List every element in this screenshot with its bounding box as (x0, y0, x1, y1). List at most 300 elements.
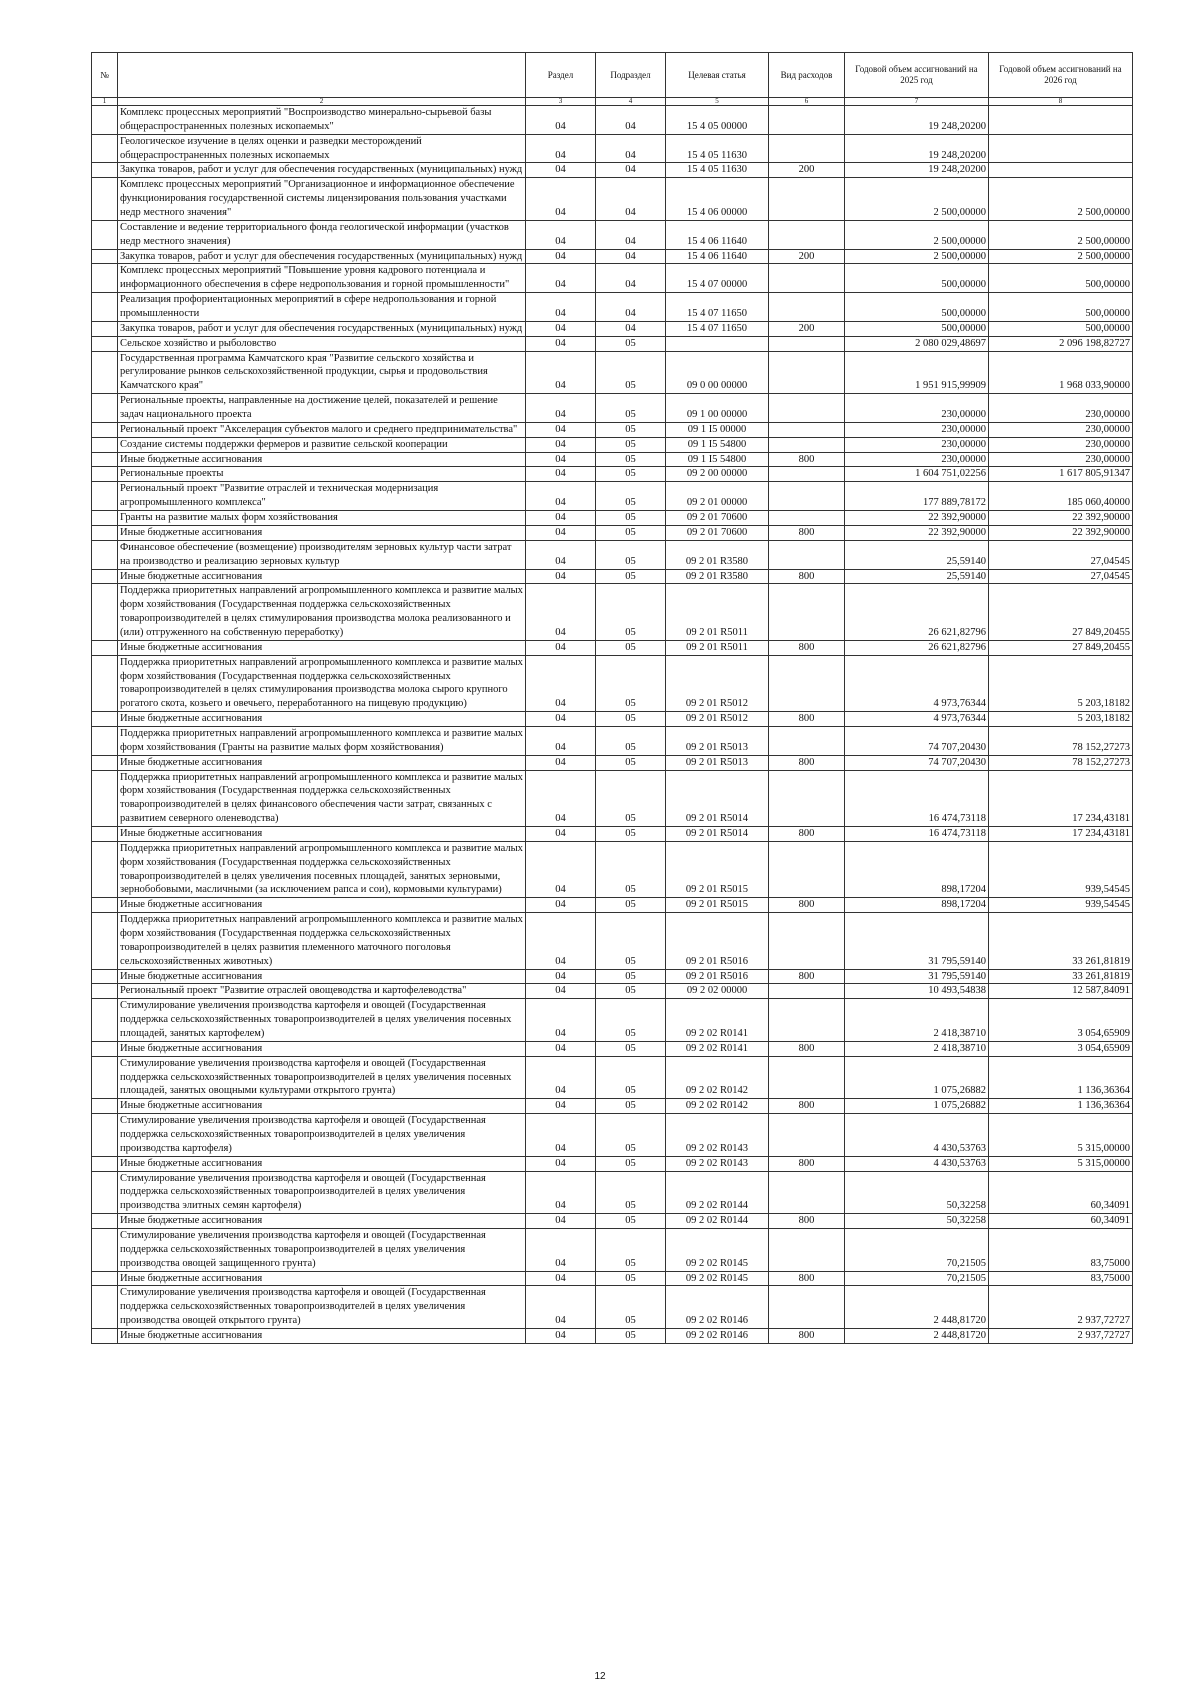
target-article-cell: 09 2 02 R0141 (666, 1041, 769, 1056)
target-article-cell: 15 4 07 00000 (666, 264, 769, 293)
row-number-cell (92, 1114, 118, 1157)
target-article-cell: 09 2 01 R5015 (666, 841, 769, 897)
volume-2026-cell: 27,04545 (989, 569, 1133, 584)
target-article-cell: 09 2 01 70600 (666, 525, 769, 540)
volume-2026-cell: 17 234,43181 (989, 826, 1133, 841)
podrazdel-cell: 05 (596, 1214, 666, 1229)
table-row (92, 394, 1133, 423)
podrazdel-cell: 05 (596, 841, 666, 897)
row-name-cell: Иные бюджетные ассигнования (118, 1271, 526, 1286)
volume-2025-cell: 26 621,82796 (845, 584, 989, 640)
podrazdel-cell: 04 (596, 134, 666, 163)
row-number-cell (92, 1286, 118, 1329)
target-article-cell: 09 1 I5 00000 (666, 422, 769, 437)
row-number-cell (92, 999, 118, 1042)
expense-type-cell (769, 394, 845, 423)
row-number-cell (92, 913, 118, 969)
podrazdel-cell: 04 (596, 321, 666, 336)
razdel-cell: 04 (526, 640, 596, 655)
razdel-cell: 04 (526, 467, 596, 482)
volume-2026-cell: 60,34091 (989, 1214, 1133, 1229)
row-number-cell (92, 1041, 118, 1056)
podrazdel-cell: 04 (596, 106, 666, 135)
volume-2026-cell: 27,04545 (989, 540, 1133, 569)
volume-2025-cell: 2 418,38710 (845, 999, 989, 1042)
row-number-cell (92, 755, 118, 770)
razdel-cell: 04 (526, 482, 596, 511)
expense-type-cell (769, 1114, 845, 1157)
volume-2026-cell: 60,34091 (989, 1171, 1133, 1214)
volume-2025-cell: 1 604 751,02256 (845, 467, 989, 482)
volume-2026-cell: 1 136,36364 (989, 1056, 1133, 1099)
target-article-cell: 09 2 02 R0143 (666, 1114, 769, 1157)
volume-2025-cell: 74 707,20430 (845, 726, 989, 755)
volume-2025-cell: 19 248,20200 (845, 106, 989, 135)
podrazdel-cell: 05 (596, 467, 666, 482)
volume-2026-cell: 230,00000 (989, 422, 1133, 437)
expense-type-cell (769, 770, 845, 826)
volume-2025-cell: 500,00000 (845, 321, 989, 336)
row-number-cell (92, 726, 118, 755)
expense-type-cell (769, 467, 845, 482)
target-article-cell: 09 2 01 R5015 (666, 898, 769, 913)
expense-type-cell (769, 540, 845, 569)
podrazdel-cell: 05 (596, 999, 666, 1042)
razdel-cell: 04 (526, 1229, 596, 1272)
target-article-cell: 09 2 01 70600 (666, 511, 769, 526)
expense-type-cell: 800 (769, 640, 845, 655)
table-row (92, 525, 1133, 540)
volume-2025-cell: 230,00000 (845, 452, 989, 467)
volume-2026-cell: 78 152,27273 (989, 755, 1133, 770)
podrazdel-cell: 05 (596, 394, 666, 423)
expense-type-cell (769, 584, 845, 640)
row-name-cell: Иные бюджетные ассигнования (118, 969, 526, 984)
razdel-cell: 04 (526, 540, 596, 569)
volume-2025-cell: 230,00000 (845, 394, 989, 423)
volume-2025-cell: 500,00000 (845, 293, 989, 322)
row-number-cell (92, 264, 118, 293)
podrazdel-cell: 05 (596, 1041, 666, 1056)
row-name-cell: Финансовое обеспечение (возмещение) производителям зерновых культур части затрат на производство и реализацию зерновых культур (118, 540, 526, 569)
row-name-cell: Поддержка приоритетных направлений агропромышленного комплекса и развитие малых форм хозяйствования (Государственная поддержка сельскохозяйственных товаропроизводителей в целях финансового обеспечения части затрат, связанных с развитием северного оленеводства) (118, 770, 526, 826)
row-name-cell: Иные бюджетные ассигнования (118, 525, 526, 540)
razdel-cell: 04 (526, 220, 596, 249)
razdel-cell: 04 (526, 163, 596, 178)
podrazdel-cell: 05 (596, 898, 666, 913)
expense-type-cell: 800 (769, 1099, 845, 1114)
expense-type-cell: 800 (769, 525, 845, 540)
razdel-cell: 04 (526, 1271, 596, 1286)
row-name-cell: Региональные проекты, направленные на достижение целей, показателей и решение задач национального проекта (118, 394, 526, 423)
expense-type-cell: 800 (769, 1271, 845, 1286)
header-target-article: Целевая статья (666, 53, 769, 98)
expense-type-cell: 200 (769, 163, 845, 178)
row-number-cell (92, 1056, 118, 1099)
expense-type-cell (769, 1286, 845, 1329)
razdel-cell: 04 (526, 1056, 596, 1099)
table-row (92, 1156, 1133, 1171)
target-article-cell: 09 1 I5 54800 (666, 452, 769, 467)
expense-type-cell (769, 178, 845, 221)
podrazdel-cell: 05 (596, 726, 666, 755)
volume-2025-cell: 177 889,78172 (845, 482, 989, 511)
row-name-cell: Геологическое изучение в целях оценки и разведки месторождений общераспространенных полезных ископаемых (118, 134, 526, 163)
table-row (92, 584, 1133, 640)
table-row (92, 249, 1133, 264)
table-row (92, 913, 1133, 969)
row-name-cell: Стимулирование увеличения производства картофеля и овощей (Государственная поддержка сельскохозяйственных товаропроизводителей в целях увеличения производства овощей защищенного грунта) (118, 1229, 526, 1272)
row-name-cell: Комплекс процессных мероприятий "Воспроизводство минерально-сырьевой базы общераспространенных полезных ископаемых" (118, 106, 526, 135)
row-number-cell (92, 898, 118, 913)
row-number-cell (92, 969, 118, 984)
razdel-cell: 04 (526, 999, 596, 1042)
podrazdel-cell: 05 (596, 351, 666, 394)
target-article-cell: 09 2 02 R0143 (666, 1156, 769, 1171)
table-row (92, 755, 1133, 770)
table-row (92, 826, 1133, 841)
budget-allocation-table (91, 52, 1133, 1344)
expense-type-cell (769, 984, 845, 999)
volume-2025-cell: 1 075,26882 (845, 1099, 989, 1114)
table-row (92, 437, 1133, 452)
razdel-cell: 04 (526, 293, 596, 322)
table-row (92, 1114, 1133, 1157)
target-article-cell: 15 4 05 11630 (666, 163, 769, 178)
razdel-cell: 04 (526, 1041, 596, 1056)
target-article-cell: 09 2 02 00000 (666, 984, 769, 999)
target-article-cell: 09 2 01 R5013 (666, 755, 769, 770)
row-number-cell (92, 584, 118, 640)
target-article-cell: 09 2 02 R0146 (666, 1329, 769, 1344)
razdel-cell: 04 (526, 321, 596, 336)
table-row (92, 351, 1133, 394)
volume-2026-cell: 5 203,18182 (989, 655, 1133, 711)
expense-type-cell (769, 655, 845, 711)
volume-2026-cell: 22 392,90000 (989, 525, 1133, 540)
podrazdel-cell: 05 (596, 1271, 666, 1286)
target-article-cell: 09 2 01 00000 (666, 482, 769, 511)
target-article-cell: 15 4 05 00000 (666, 106, 769, 135)
row-name-cell: Стимулирование увеличения производства картофеля и овощей (Государственная поддержка сельскохозяйственных товаропроизводителей в целях увеличения производства овощей открытого грунта) (118, 1286, 526, 1329)
volume-2025-cell: 230,00000 (845, 422, 989, 437)
razdel-cell: 04 (526, 1329, 596, 1344)
row-name-cell: Сельское хозяйство и рыболовство (118, 336, 526, 351)
target-article-cell: 09 2 02 R0145 (666, 1229, 769, 1272)
razdel-cell: 04 (526, 106, 596, 135)
table-row (92, 293, 1133, 322)
expense-type-cell (769, 511, 845, 526)
target-article-cell: 09 2 01 R5012 (666, 712, 769, 727)
row-number-cell (92, 640, 118, 655)
row-number-cell (92, 1214, 118, 1229)
table-row (92, 422, 1133, 437)
razdel-cell: 04 (526, 755, 596, 770)
razdel-cell: 04 (526, 969, 596, 984)
volume-2025-cell: 4 430,53763 (845, 1114, 989, 1157)
volume-2025-cell: 2 448,81720 (845, 1329, 989, 1344)
row-number-cell (92, 482, 118, 511)
table-row (92, 1229, 1133, 1272)
expense-type-cell (769, 999, 845, 1042)
row-name-cell: Иные бюджетные ассигнования (118, 1156, 526, 1171)
podrazdel-cell: 05 (596, 655, 666, 711)
header-name (118, 53, 526, 98)
target-article-cell: 15 4 06 11640 (666, 220, 769, 249)
expense-type-cell (769, 220, 845, 249)
target-article-cell: 09 1 00 00000 (666, 394, 769, 423)
volume-2026-cell: 2 500,00000 (989, 220, 1133, 249)
podrazdel-cell: 05 (596, 569, 666, 584)
row-name-cell: Поддержка приоритетных направлений агропромышленного комплекса и развитие малых форм хозяйствования (Государственная поддержка сельскохозяйственных товаропроизводителей в целях увеличения посевных площадей, занятых зерновыми, зернобобовыми, масличными (за исключением рапса и сои), кормовыми культурами) (118, 841, 526, 897)
volume-2026-cell: 5 315,00000 (989, 1114, 1133, 1157)
expense-type-cell (769, 351, 845, 394)
row-number-cell (92, 1171, 118, 1214)
volume-2025-cell: 25,59140 (845, 540, 989, 569)
table-row (92, 1056, 1133, 1099)
table-row (92, 482, 1133, 511)
volume-2026-cell: 12 587,84091 (989, 984, 1133, 999)
expense-type-cell: 800 (769, 1329, 845, 1344)
razdel-cell: 04 (526, 134, 596, 163)
volume-2025-cell: 2 448,81720 (845, 1286, 989, 1329)
row-name-cell: Стимулирование увеличения производства картофеля и овощей (Государственная поддержка сельскохозяйственных товаропроизводителей в целях увеличения посевных площадей, занятых овощными культурами открытого грунта) (118, 1056, 526, 1099)
expense-type-cell (769, 293, 845, 322)
table-row (92, 1286, 1133, 1329)
row-name-cell: Региональный проект "Развитие отраслей овощеводства и картофелеводства" (118, 984, 526, 999)
expense-type-cell: 200 (769, 249, 845, 264)
razdel-cell: 04 (526, 1099, 596, 1114)
volume-2026-cell (989, 134, 1133, 163)
table-row (92, 264, 1133, 293)
volume-2025-cell: 50,32258 (845, 1171, 989, 1214)
volume-2026-cell: 3 054,65909 (989, 1041, 1133, 1056)
table-body (92, 106, 1133, 1344)
podrazdel-cell: 05 (596, 482, 666, 511)
podrazdel-cell: 04 (596, 293, 666, 322)
volume-2025-cell: 1 951 915,99909 (845, 351, 989, 394)
expense-type-cell: 800 (769, 712, 845, 727)
podrazdel-cell: 04 (596, 220, 666, 249)
volume-2025-cell: 26 621,82796 (845, 640, 989, 655)
column-number: 7 (845, 98, 989, 106)
target-article-cell: 09 0 00 00000 (666, 351, 769, 394)
target-article-cell: 09 2 00 00000 (666, 467, 769, 482)
podrazdel-cell: 05 (596, 755, 666, 770)
target-article-cell: 09 2 02 R0142 (666, 1099, 769, 1114)
target-article-cell: 09 2 01 R5013 (666, 726, 769, 755)
podrazdel-cell: 05 (596, 422, 666, 437)
razdel-cell: 04 (526, 1214, 596, 1229)
podrazdel-cell: 05 (596, 712, 666, 727)
column-number: 8 (989, 98, 1133, 106)
row-name-cell: Иные бюджетные ассигнования (118, 826, 526, 841)
row-name-cell: Региональный проект "Развитие отраслей и техническая модернизация агропромышленного комплекса" (118, 482, 526, 511)
volume-2025-cell: 4 973,76344 (845, 712, 989, 727)
table-row (92, 1271, 1133, 1286)
volume-2025-cell: 22 392,90000 (845, 525, 989, 540)
expense-type-cell: 800 (769, 1156, 845, 1171)
volume-2025-cell: 2 500,00000 (845, 178, 989, 221)
table-row (92, 452, 1133, 467)
volume-2026-cell: 2 500,00000 (989, 178, 1133, 221)
volume-2026-cell: 83,75000 (989, 1229, 1133, 1272)
row-name-cell: Поддержка приоритетных направлений агропромышленного комплекса и развитие малых форм хозяйствования (Государственная поддержка сельскохозяйственных товаропроизводителей в целях стимулирования производства молока сырого крупного рогатого скота, козьего и овечьего, переработанного на пищевую продукцию) (118, 655, 526, 711)
podrazdel-cell: 05 (596, 1171, 666, 1214)
razdel-cell: 04 (526, 336, 596, 351)
podrazdel-cell: 05 (596, 525, 666, 540)
podrazdel-cell: 05 (596, 913, 666, 969)
podrazdel-cell: 05 (596, 770, 666, 826)
row-name-cell: Региональный проект "Акселерация субъектов малого и среднего предпринимательства" (118, 422, 526, 437)
row-name-cell: Комплекс процессных мероприятий "Организационное и информационное обеспечение функционирования государственной системы лицензирования пользования участками недр местного значения" (118, 178, 526, 221)
razdel-cell: 04 (526, 525, 596, 540)
volume-2025-cell: 500,00000 (845, 264, 989, 293)
target-article-cell: 09 2 02 R0144 (666, 1171, 769, 1214)
razdel-cell: 04 (526, 264, 596, 293)
expense-type-cell (769, 264, 845, 293)
expense-type-cell: 800 (769, 755, 845, 770)
volume-2026-cell: 27 849,20455 (989, 584, 1133, 640)
target-article-cell: 09 2 02 R0141 (666, 999, 769, 1042)
volume-2025-cell: 31 795,59140 (845, 913, 989, 969)
volume-2026-cell: 2 096 198,82727 (989, 336, 1133, 351)
table-row (92, 220, 1133, 249)
volume-2025-cell: 16 474,73118 (845, 770, 989, 826)
razdel-cell: 04 (526, 898, 596, 913)
target-article-cell: 09 1 I5 54800 (666, 437, 769, 452)
expense-type-cell: 800 (769, 452, 845, 467)
volume-2026-cell (989, 106, 1133, 135)
table-row (92, 1099, 1133, 1114)
target-article-cell: 09 2 01 R3580 (666, 540, 769, 569)
row-number-cell (92, 467, 118, 482)
expense-type-cell (769, 482, 845, 511)
razdel-cell: 04 (526, 913, 596, 969)
volume-2025-cell: 22 392,90000 (845, 511, 989, 526)
target-article-cell: 09 2 01 R5016 (666, 969, 769, 984)
volume-2025-cell: 1 075,26882 (845, 1056, 989, 1099)
razdel-cell: 04 (526, 1286, 596, 1329)
row-name-cell: Иные бюджетные ассигнования (118, 1214, 526, 1229)
row-name-cell: Поддержка приоритетных направлений агропромышленного комплекса и развитие малых форм хозяйствования (Государственная поддержка сельскохозяйственных товаропроизводителей в целях стимулирования производства молока реализованного и (или) отгруженного на собственную переработку) (118, 584, 526, 640)
volume-2025-cell: 50,32258 (845, 1214, 989, 1229)
volume-2025-cell: 898,17204 (845, 841, 989, 897)
row-number-cell (92, 249, 118, 264)
row-number-cell (92, 1271, 118, 1286)
table-row (92, 511, 1133, 526)
volume-2026-cell: 2 937,72727 (989, 1286, 1133, 1329)
row-name-cell: Гранты на развитие малых форм хозяйствования (118, 511, 526, 526)
row-number-cell (92, 712, 118, 727)
volume-2025-cell: 2 500,00000 (845, 249, 989, 264)
volume-2026-cell: 5 203,18182 (989, 712, 1133, 727)
razdel-cell: 04 (526, 437, 596, 452)
volume-2026-cell: 230,00000 (989, 437, 1133, 452)
row-number-cell (92, 841, 118, 897)
podrazdel-cell: 05 (596, 1056, 666, 1099)
razdel-cell: 04 (526, 569, 596, 584)
volume-2025-cell: 10 493,54838 (845, 984, 989, 999)
row-name-cell: Закупка товаров, работ и услуг для обеспечения государственных (муниципальных) нужд (118, 249, 526, 264)
row-name-cell: Стимулирование увеличения производства картофеля и овощей (Государственная поддержка сельскохозяйственных товаропроизводителей в целях увеличения производства картофеля) (118, 1114, 526, 1157)
expense-type-cell: 800 (769, 1214, 845, 1229)
row-name-cell: Составление и ведение территориального фонда геологической информации (участков недр местного значения) (118, 220, 526, 249)
table-row (92, 999, 1133, 1042)
razdel-cell: 04 (526, 452, 596, 467)
volume-2026-cell: 33 261,81819 (989, 913, 1133, 969)
row-name-cell: Стимулирование увеличения производства картофеля и овощей (Государственная поддержка сельскохозяйственных товаропроизводителей в целях увеличения производства элитных семян картофеля) (118, 1171, 526, 1214)
razdel-cell: 04 (526, 712, 596, 727)
header-podrazdel: Подраздел (596, 53, 666, 98)
row-name-cell: Реализация профориентационных мероприятий в сфере недропользования и горной промышленности (118, 293, 526, 322)
header-razdel: Раздел (526, 53, 596, 98)
volume-2026-cell: 939,54545 (989, 898, 1133, 913)
table-row (92, 1171, 1133, 1214)
volume-2025-cell: 898,17204 (845, 898, 989, 913)
header-expense-type: Вид расходов (769, 53, 845, 98)
podrazdel-cell: 05 (596, 826, 666, 841)
table-row (92, 540, 1133, 569)
header-volume-2026: Годовой объем ассигнований на 2026 год (989, 53, 1133, 98)
column-number: 5 (666, 98, 769, 106)
table-row (92, 1329, 1133, 1344)
row-name-cell: Создание системы поддержки фермеров и развитие сельской кооперации (118, 437, 526, 452)
target-article-cell: 09 2 02 R0142 (666, 1056, 769, 1099)
row-number-cell (92, 511, 118, 526)
volume-2026-cell: 5 315,00000 (989, 1156, 1133, 1171)
expense-type-cell (769, 134, 845, 163)
row-number-cell (92, 351, 118, 394)
volume-2026-cell: 939,54545 (989, 841, 1133, 897)
podrazdel-cell: 05 (596, 1099, 666, 1114)
volume-2025-cell: 19 248,20200 (845, 134, 989, 163)
column-number: 3 (526, 98, 596, 106)
row-number-cell (92, 525, 118, 540)
row-name-cell: Иные бюджетные ассигнования (118, 569, 526, 584)
podrazdel-cell: 05 (596, 1156, 666, 1171)
razdel-cell: 04 (526, 584, 596, 640)
podrazdel-cell: 05 (596, 1286, 666, 1329)
razdel-cell: 04 (526, 249, 596, 264)
row-number-cell (92, 1099, 118, 1114)
row-number-cell (92, 984, 118, 999)
volume-2026-cell: 500,00000 (989, 321, 1133, 336)
expense-type-cell (769, 1229, 845, 1272)
razdel-cell: 04 (526, 655, 596, 711)
volume-2026-cell: 22 392,90000 (989, 511, 1133, 526)
table-row (92, 770, 1133, 826)
row-number-cell (92, 826, 118, 841)
row-name-cell: Иные бюджетные ассигнования (118, 452, 526, 467)
row-number-cell (92, 1229, 118, 1272)
row-number-cell (92, 321, 118, 336)
target-article-cell: 15 4 07 11650 (666, 321, 769, 336)
header-number: № (92, 53, 118, 98)
target-article-cell: 09 2 01 R5014 (666, 826, 769, 841)
podrazdel-cell: 05 (596, 1114, 666, 1157)
volume-2025-cell: 74 707,20430 (845, 755, 989, 770)
volume-2026-cell: 27 849,20455 (989, 640, 1133, 655)
row-number-cell (92, 437, 118, 452)
podrazdel-cell: 04 (596, 264, 666, 293)
target-article-cell: 15 4 06 11640 (666, 249, 769, 264)
expense-type-cell (769, 422, 845, 437)
target-article-cell: 09 2 01 R5011 (666, 584, 769, 640)
table-row (92, 969, 1133, 984)
razdel-cell: 04 (526, 351, 596, 394)
row-number-cell (92, 134, 118, 163)
